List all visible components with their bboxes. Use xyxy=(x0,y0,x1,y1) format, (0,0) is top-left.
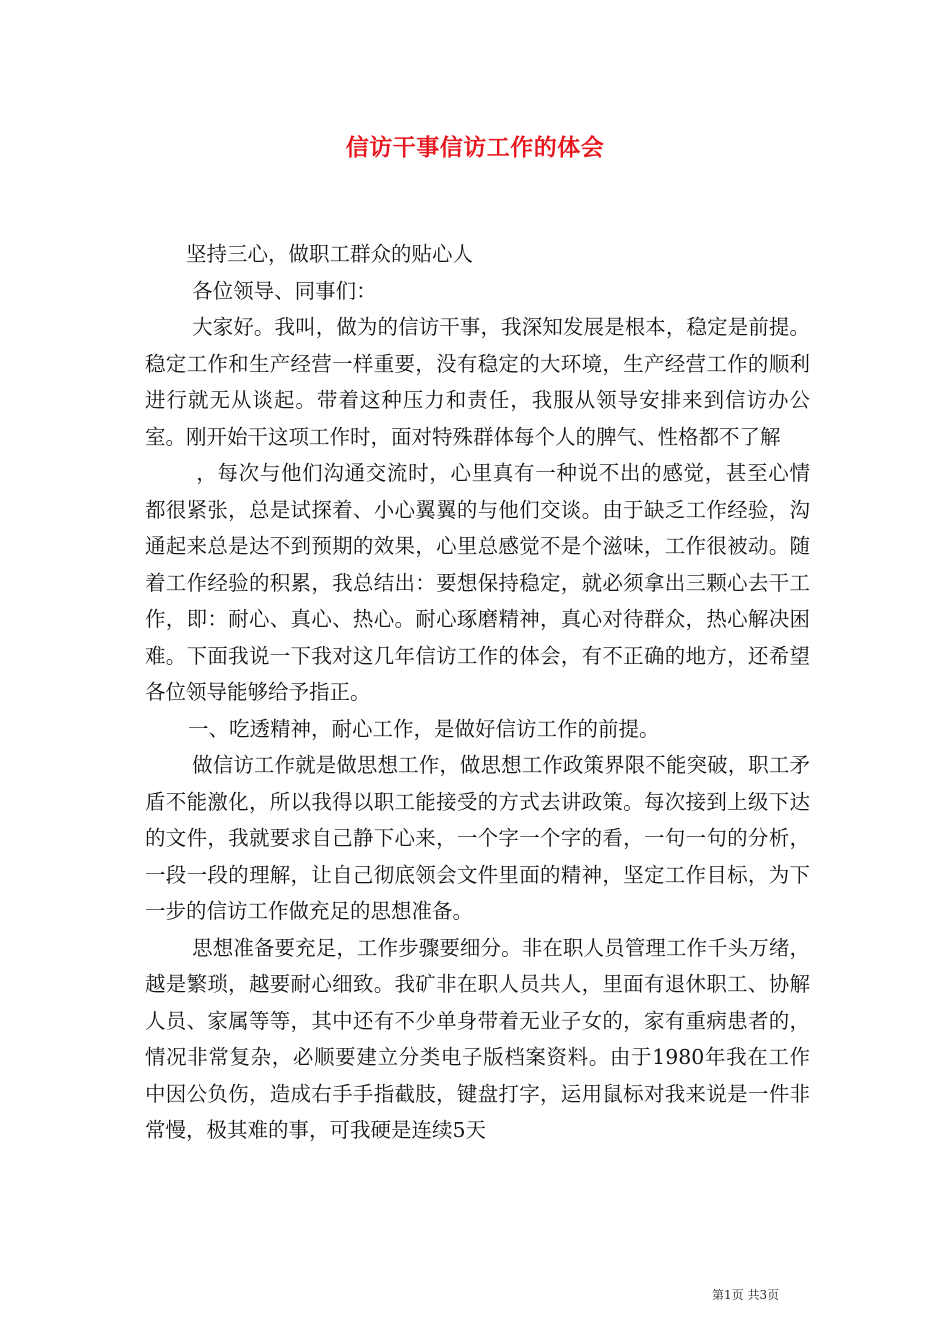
paragraph-greeting: 各位领导、同事们： xyxy=(192,278,377,303)
document-body xyxy=(145,236,810,1149)
paragraph-subtitle: 坚持三心，做职工群众的贴心人 xyxy=(186,242,473,266)
paragraph-section-heading: 一、吃透精神，耐心工作，是做好信访工作的前提。 xyxy=(188,716,660,741)
page-number-footer: 第1页 共3页 xyxy=(712,1288,780,1302)
paragraph-details: 思想准备要充足，工作步骤要细分。非在职人员管理工作千头万绪，越是繁琐，越要耐心细致。我矿非在职人员共人，里面有退休职工、协解人员、家属等等，其中还有不少单身带着无业子女的，家有重病患者的，情况非常复杂，必顺要建立分类电子版档案资料。由于1980年我在工作中因公负伤，造成右手手指截肢，键盘打字，运用鼠标对我来说是一件非常慢，极其难的事，可我硬是连续5天 xyxy=(145,935,810,1142)
paragraph-intro: 大家好。我叫，做为的信访干事，我深知发展是根本，稳定是前提。稳定工作和生产经营一样重要，没有稳定的大环境，生产经营工作的顺利进行就无从谈起。带着这种压力和责任，我服从领导安排来到信访办公室。刚开始干这项工作时，面对特殊群体每个人的脾气、性格都不了解 xyxy=(145,315,810,449)
document-title: 信访干事信访工作的体会 xyxy=(345,134,605,161)
paragraph-section-body: 做信访工作就是做思想工作，做思想工作政策界限不能突破，职工矛盾不能激化，所以我得以职工能接受的方式去讲政策。每次接到上级下达的文件，我就要求自己静下心来，一个字一个字的看，一句一句的分析，一段一段的理解，让自己彻底领会文件里面的精神，坚定工作目标，为下一步的信访工作做充足的思想准备。 xyxy=(145,753,810,923)
paragraph-continuation: ，每次与他们沟通交流时，心里真有一种说不出的感觉，甚至心情都很紧张，总是试探着、小心翼翼的与他们交谈。由于缺乏工作经验，沟通起来总是达不到预期的效果，心里总感觉不是个滋味，工作很被动。随着工作经验的积累，我总结出：要想保持稳定，就必须拿出三颗心去干工作，即：耐心、真心、热心。耐心琢磨精神，真心对待群众，热心解决困难。下面我说一下我对这几年信访工作的体会，有不正确的地方，还希望各位领导能够给予指正。 xyxy=(145,461,810,704)
